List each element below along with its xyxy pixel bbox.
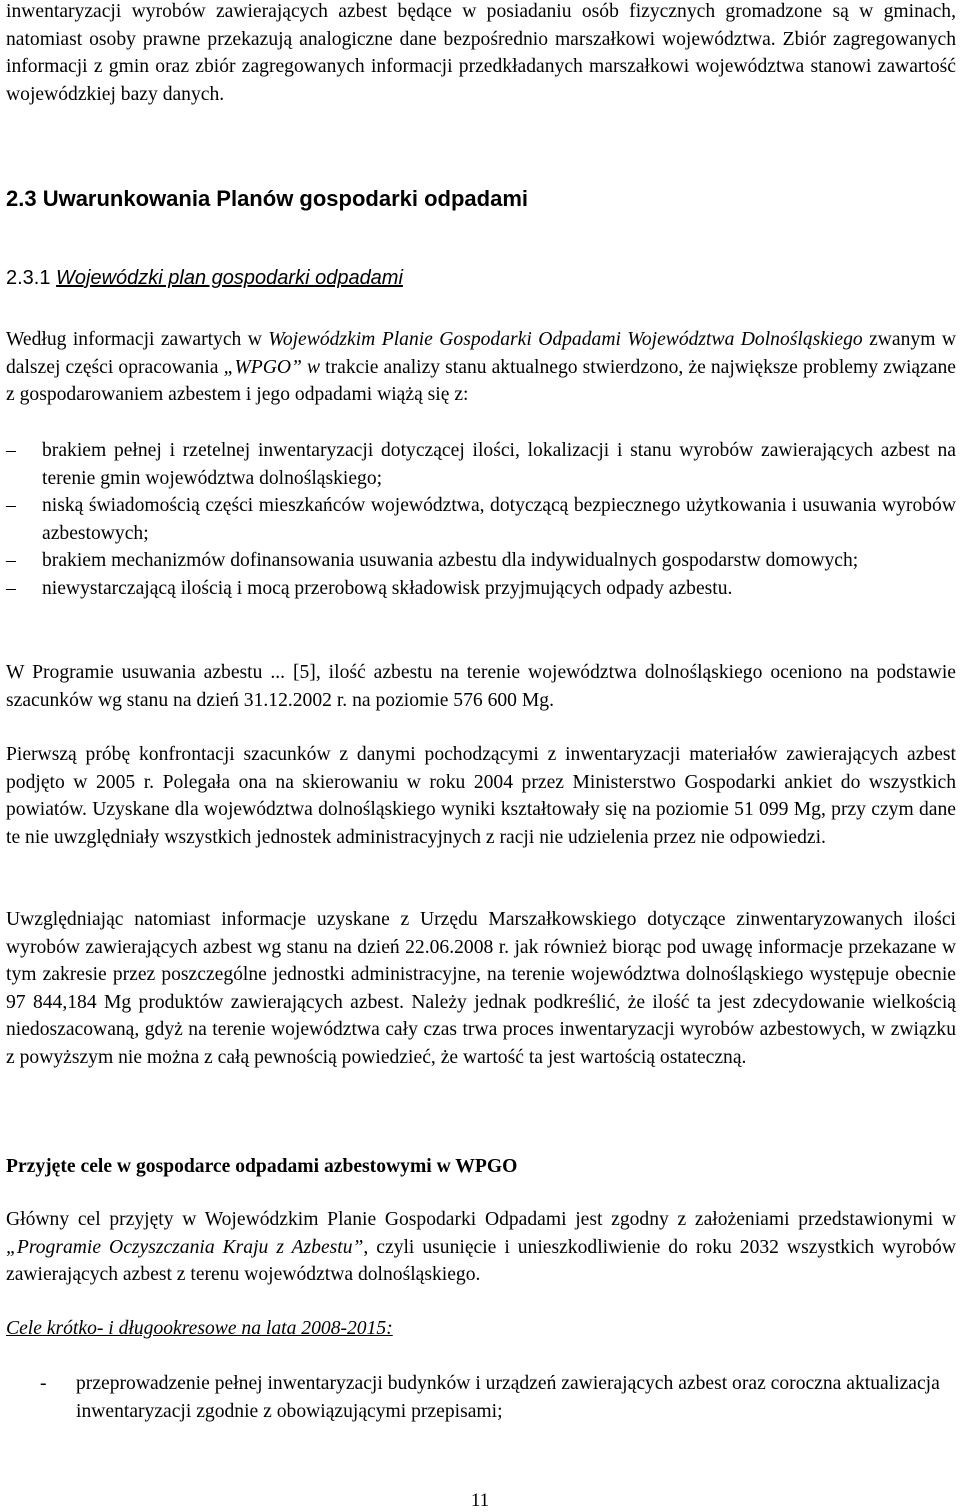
paragraph1-text-b: zwanym w dalszej części opracowania: [6, 329, 956, 378]
page-number: 11: [470, 1490, 490, 1511]
plan-title: Wojewódzkim Planie Gospodarki Odpadami Województwa Dolnośląskiego: [268, 329, 863, 350]
goals-sub-heading: [6, 1315, 956, 1343]
problems-list: [6, 437, 956, 603]
intro-paragraph: inwentaryzacji wyrobów zawierających azbest będące w posiadaniu osób fizycznych gromadzone są w gminach, natomiast osoby prawne przekazują analogiczne dane bezpośrednio marszałkowi województwa. Zbiór zagregowanych informacji z gmin oraz zbiór zagregowanych informacji przedkładanych marszałkowi województwa stanowi zawartość wojewódzkiej bazy danych.: [6, 1, 956, 105]
paragraph1-text-c: trakcie analizy stanu aktualnego stwierdzono, że największe problemy związane z gospodarowaniem azbestem i jego odpadami wiążą się z:: [6, 356, 956, 406]
program-title: „Programie Oczyszczania Kraju z Azbestu”: [6, 1236, 364, 1258]
section-heading: 2.3 Uwarunkowania Planów gospodarki odpadami: [6, 186, 528, 211]
list-item: – niewystarczającą ilością i mocą przerobową składowisk przyjmujących odpady azbestu.: [6, 575, 956, 603]
list-item: – brakiem mechanizmów dofinansowania usuwania azbestu dla indywidualnych gospodarstw domowych;: [6, 547, 956, 575]
goals-heading: Przyjęte cele w gospodarce odpadami azbestowymi w WPGO: [6, 1156, 518, 1177]
paragraph-main-goal: [6, 1206, 956, 1289]
paragraph5-text-a: Główny cel przyjęty w Wojewódzkim Planie Gospodarki Odpadami jest zgodny z założeniami przedstawionymi w: [6, 1209, 956, 1230]
list-item: [6, 1370, 956, 1425]
paragraph5-text-b: , czyli usunięcie i unieszkodliwienie do roku 2032 wszystkich wyrobów zawierających azbest z terenu województwa dolnośląskiego.: [6, 1236, 956, 1286]
subsection-title: Wojewódzki plan gospodarki odpadami: [56, 267, 403, 289]
list-item: – brakiem pełnej i rzetelnej inwentaryzacji dotyczącej ilości, lokalizacji i stanu wyrobów zawierających azbest na terenie gmin województwa dolnośląskiego;: [6, 437, 956, 492]
goals-list: [6, 1370, 956, 1425]
goals-sub-heading-text: Cele krótko- i długookresowe na lata 2008-2015:: [6, 1318, 393, 1339]
paragraph-wpgo-intro: [6, 326, 956, 409]
paragraph-estimate: W Programie usuwania azbestu ... [5], ilość azbestu na terenie województwa dolnośląskiego oceniono na podstawie szacunków wg stanu na dzień 31.12.2002 r. na poziomie 576 600 Mg.: [6, 662, 956, 711]
list-marker: -: [40, 1373, 47, 1394]
paragraph1-text-a: Według informacji zawartych w: [6, 329, 269, 350]
subsection-heading: [6, 264, 956, 292]
paragraph-inventory: Uwzględniając natomiast informacje uzyskane z Urzędu Marszałkowskiego dotyczące zinwentaryzowanych ilości wyrobów zawierających azbest wg stanu na dzień 22.06.2008 r. jak również biorąc pod uwagę informacje przekazane w tym zakresie przez poszczególne jednostki administracyjne, na terenie województwa dolnośląskiego występuje obecnie 97 844,184 Mg produktów zawierających azbest. Należy jednak podkreślić, że ilość ta jest zdecydowanie wielkością niedoszacowaną, gdyż na terenie województwa cały czas trwa proces inwentaryzacji wyrobów azbestowych, w związku z powyższym nie można z całą pewnością powiedzieć, że wartość ta jest wartością ostateczną.: [6, 909, 956, 1068]
list-item: – niską świadomością części mieszkańców województwa, dotyczącą bezpiecznego użytkowania i usuwania wyrobów azbestowych;: [6, 492, 956, 547]
subsection-number: 2.3.1: [6, 267, 51, 289]
paragraph-survey: Pierwszą próbę konfrontacji szacunków z danymi pochodzącymi z inwentaryzacji materiałów zawierających azbest podjęto w 2005 r. Polegała ona na skierowaniu w roku 2004 przez Ministerstwo Gospodarki ankiet do wszystkich powiatów. Uzyskane dla województwa dolnośląskiego wyniki kształtowały się na poziomie 51 099 Mg, przy czym dane te nie uwzględniały wszystkich jednostek administracyjnych z racji nie udzielenia przez nie odpowiedzi.: [6, 744, 956, 848]
wpgo-abbr: „WPGO” w: [223, 356, 321, 378]
list-item-text: przeprowadzenie pełnej inwentaryzacji budynków i urządzeń zawierających azbest oraz coroczna aktualizacja inwentaryzacji zgodnie z obowiązującymi przepisami;: [76, 1373, 940, 1422]
